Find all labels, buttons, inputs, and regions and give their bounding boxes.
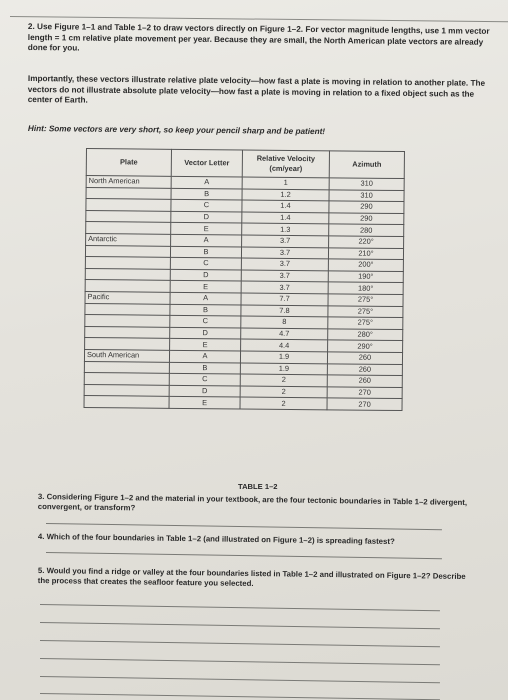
plate-cell (85, 326, 170, 338)
velocity-cell: 7.7 (241, 293, 328, 305)
velocity-cell: 1.3 (242, 223, 329, 235)
azimuth-cell: 310 (329, 178, 404, 190)
azimuth-cell: 270 (327, 387, 402, 399)
velocity-cell: 3.7 (241, 258, 328, 270)
answer-line-q4[interactable] (46, 552, 442, 559)
table-header-row (86, 149, 404, 179)
vector-letter-cell: D (169, 385, 240, 397)
azimuth-cell: 290° (328, 340, 403, 352)
plate-cell: Pacific (85, 291, 170, 303)
header-azimuth: Azimuth (329, 151, 404, 179)
answer-line-q3[interactable] (46, 523, 442, 530)
plate-cell (86, 199, 171, 211)
plate-cell (84, 396, 169, 408)
vector-letter-cell: D (171, 211, 242, 223)
azimuth-cell: 275° (328, 305, 403, 317)
velocity-cell: 4.7 (241, 328, 328, 340)
azimuth-cell: 270 (327, 398, 402, 410)
question-3-text: 3. Considering Figure 1–2 and the material in your textbook, are the four tectonic boundaries in Table 1–2 divergent, convergent, or transform? (37, 492, 468, 513)
vector-letter-cell: B (169, 362, 240, 374)
vector-letter-cell: E (171, 223, 242, 235)
vector-letter-cell: A (170, 292, 241, 304)
velocity-cell: 1 (242, 177, 329, 189)
plate-cell: North American (86, 176, 171, 188)
question-2-text: 2. Use Figure 1–1 and Table 1–2 to draw vectors directly on Figure 1–2. For vector magnitude lengths, use 1 mm vector length = 1 cm relative plate movement per year. Because they are small, the North American plate vectors are already done for you. (27, 22, 490, 53)
azimuth-cell: 280 (329, 224, 404, 236)
table-row (84, 396, 402, 411)
vector-letter-cell: B (171, 188, 242, 200)
question-4-text: 4. Which of the four boundaries in Table 1–2 (and illustrated on Figure 1–2) is spreading fastest? (37, 532, 395, 546)
top-divider (10, 16, 508, 22)
velocity-cell: 1.9 (240, 351, 327, 363)
answer-line-q5-5[interactable] (40, 676, 440, 683)
header-plate: Plate (86, 149, 171, 177)
plate-cell (86, 187, 171, 199)
azimuth-cell: 190° (328, 271, 403, 283)
azimuth-cell: 280° (328, 329, 403, 341)
azimuth-cell: 220° (329, 236, 404, 248)
vector-letter-cell: A (171, 176, 242, 188)
header-relative-velocity: Relative Velocity (cm/year) (242, 150, 329, 178)
plate-cell (85, 268, 170, 280)
plate-cell (85, 315, 170, 327)
answer-line-q5-1[interactable] (40, 604, 440, 611)
plate-cell (85, 280, 170, 292)
plate-cell (84, 373, 169, 385)
azimuth-cell: 210° (328, 247, 403, 259)
velocity-cell: 3.7 (241, 247, 328, 259)
plate-cell (86, 210, 171, 222)
azimuth-cell: 290 (329, 213, 404, 225)
azimuth-cell: 275° (328, 317, 403, 329)
vector-letter-cell: B (170, 246, 241, 258)
vector-letter-cell: C (171, 200, 242, 212)
velocity-cell: 3.7 (241, 270, 328, 282)
azimuth-cell: 275° (328, 294, 403, 306)
question-5-text: 5. Would you find a ridge or valley at the four boundaries listed in Table 1–2 and illustrated on Figure 1–2? Describe the process that creates the seafloor feature you selected. (37, 566, 466, 589)
answer-line-q5-4[interactable] (40, 658, 440, 665)
vector-letter-cell: E (169, 397, 240, 409)
vector-letter-cell: C (169, 373, 240, 385)
vector-letter-cell: D (170, 269, 241, 281)
vector-letter-cell: E (170, 281, 241, 293)
plate-cell: Antarctic (86, 233, 171, 245)
plate-cell (84, 361, 169, 373)
importantly-paragraph: Importantly, these vectors illustrate relative plate velocity—how fast a plate is moving in relation to another plate. The vectors do not illustrate absolute plate velocity—how fast a plate is moving in relation to a fixed object such as the center of Earth. (27, 74, 486, 105)
azimuth-cell: 260 (327, 352, 402, 364)
vector-letter-cell: D (170, 327, 241, 339)
header-vector-letter: Vector Letter (171, 149, 242, 177)
velocity-cell: 2 (240, 386, 327, 398)
answer-line-q5-6[interactable] (40, 693, 440, 700)
azimuth-cell: 260 (327, 363, 402, 375)
plate-cell: South American (84, 349, 169, 361)
table-caption: TABLE 1–2 (238, 482, 278, 491)
plate-cell (85, 245, 170, 257)
plate-cell (85, 303, 170, 315)
vector-letter-cell: A (169, 350, 240, 362)
table-body (84, 176, 404, 411)
plate-cell (85, 257, 170, 269)
velocity-cell: 1.9 (240, 362, 327, 374)
azimuth-cell: 260 (327, 375, 402, 387)
azimuth-cell: 180° (328, 282, 403, 294)
plate-cell (86, 222, 171, 234)
plate-cell (84, 384, 169, 396)
vector-letter-cell: E (170, 339, 241, 351)
azimuth-cell: 290 (329, 201, 404, 213)
azimuth-cell: 310 (329, 189, 404, 201)
vector-letter-cell: B (170, 304, 241, 316)
velocity-cell: 3.7 (241, 281, 328, 293)
velocity-cell: 1.4 (242, 200, 329, 212)
velocity-cell: 2 (240, 374, 327, 386)
plate-vector-table (84, 148, 405, 411)
azimuth-cell: 200° (328, 259, 403, 271)
answer-line-q5-2[interactable] (40, 622, 440, 629)
plate-cell (85, 338, 170, 350)
hint-text: Hint: Some vectors are very short, so keep your pencil sharp and be patient! (27, 124, 326, 137)
velocity-cell: 1.2 (242, 189, 329, 201)
answer-line-q5-3[interactable] (40, 640, 440, 647)
velocity-cell: 3.7 (242, 235, 329, 247)
velocity-cell: 4.4 (241, 339, 328, 351)
velocity-cell: 7.8 (241, 305, 328, 317)
velocity-cell: 1.4 (242, 212, 329, 224)
velocity-cell: 2 (240, 397, 327, 409)
vector-letter-cell: A (171, 234, 242, 246)
vector-letter-cell: C (170, 257, 241, 269)
vector-letter-cell: C (170, 315, 241, 327)
velocity-cell: 8 (241, 316, 328, 328)
